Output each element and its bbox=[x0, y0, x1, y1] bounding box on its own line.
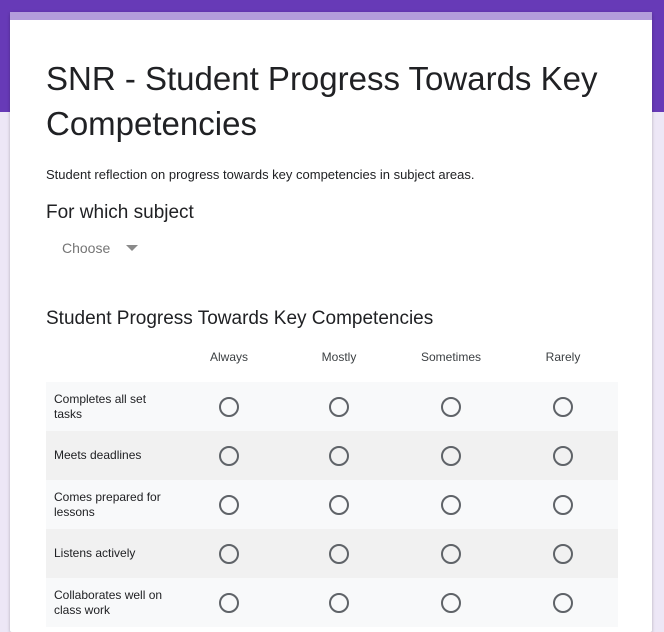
grid-question-title: Student Progress Towards Key Competencies bbox=[46, 308, 434, 329]
radio-unchecked-icon[interactable] bbox=[441, 593, 461, 613]
grid-row-label: Collaborates well on class work bbox=[54, 587, 163, 617]
radio-unchecked-icon[interactable] bbox=[441, 446, 461, 466]
grid-row bbox=[46, 382, 618, 431]
radio-unchecked-icon[interactable] bbox=[329, 544, 349, 564]
column-header-sometimes: Sometimes bbox=[420, 350, 482, 364]
radio-unchecked-icon[interactable] bbox=[219, 446, 239, 466]
grid-row-label: Comes prepared for lessons bbox=[54, 489, 161, 519]
column-header-always: Always bbox=[209, 350, 248, 364]
radio-unchecked-icon[interactable] bbox=[329, 397, 349, 417]
radio-unchecked-icon[interactable] bbox=[219, 397, 239, 417]
grid-row-label: Listens actively bbox=[54, 546, 136, 560]
column-header-rarely: Rarely bbox=[545, 350, 581, 364]
form-card bbox=[10, 12, 652, 632]
radio-unchecked-icon[interactable] bbox=[219, 593, 239, 613]
grid-header-row bbox=[46, 348, 618, 382]
form-title: SNR - Student Progress Towards Key Competencies bbox=[46, 60, 598, 142]
radio-unchecked-icon[interactable] bbox=[329, 495, 349, 515]
caret-down-icon bbox=[126, 245, 138, 251]
column-header-mostly: Mostly bbox=[321, 350, 357, 364]
grid-row-label: Meets deadlines bbox=[54, 448, 142, 462]
subject-question-title: For which subject bbox=[46, 202, 194, 223]
radio-unchecked-icon[interactable] bbox=[441, 544, 461, 564]
radio-unchecked-icon[interactable] bbox=[441, 495, 461, 515]
radio-unchecked-icon[interactable] bbox=[553, 544, 573, 564]
competency-grid bbox=[46, 348, 618, 627]
radio-unchecked-icon[interactable] bbox=[553, 593, 573, 613]
card-accent-bar bbox=[10, 12, 652, 20]
radio-unchecked-icon[interactable] bbox=[329, 446, 349, 466]
grid-row bbox=[46, 480, 618, 529]
radio-unchecked-icon[interactable] bbox=[553, 495, 573, 515]
grid-row bbox=[46, 431, 618, 480]
radio-unchecked-icon[interactable] bbox=[329, 593, 349, 613]
radio-unchecked-icon[interactable] bbox=[219, 495, 239, 515]
radio-unchecked-icon[interactable] bbox=[219, 544, 239, 564]
grid-row bbox=[46, 529, 618, 578]
form-description: Student reflection on progress towards key competencies in subject areas. bbox=[46, 167, 475, 182]
radio-unchecked-icon[interactable] bbox=[553, 446, 573, 466]
subject-dropdown-value: Choose bbox=[62, 240, 111, 256]
subject-dropdown[interactable] bbox=[52, 238, 142, 258]
grid-row bbox=[46, 578, 618, 627]
radio-unchecked-icon[interactable] bbox=[553, 397, 573, 417]
radio-unchecked-icon[interactable] bbox=[441, 397, 461, 417]
grid-row-label: Completes all set tasks bbox=[54, 391, 147, 421]
